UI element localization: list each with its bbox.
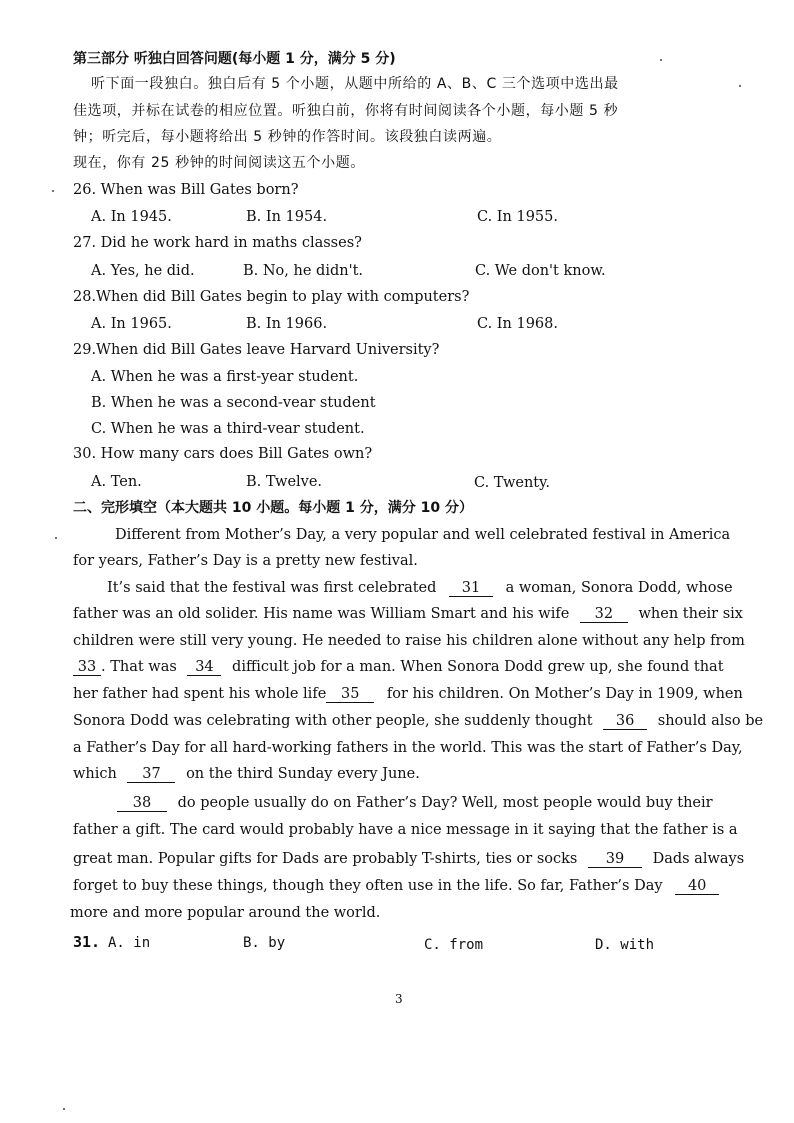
- question-31-option-b: B. by: [243, 935, 286, 951]
- question-26-option-b: B. In 1954.: [246, 209, 328, 225]
- question-26-option-c: C. In 1955.: [477, 209, 558, 225]
- cloze-blank-35: 35: [326, 687, 374, 703]
- question-30-option-b: B. Twelve.: [246, 474, 323, 490]
- question-29: 29.When did Bill Gates leave Harvard University?: [73, 342, 440, 358]
- question-31-option-d: D. with: [595, 937, 655, 953]
- cloze-paragraph-3-line-5: more and more popular around the world.: [70, 905, 381, 921]
- cloze-blank-31: 31: [449, 581, 493, 597]
- cloze-paragraph-2-line-2: [73, 607, 743, 623]
- scan-speck: [55, 537, 57, 539]
- question-26-option-a: A. In 1945.: [91, 209, 172, 225]
- page-number: 3: [395, 992, 403, 1006]
- cloze-text: It’s said that the festival was first celebrated: [107, 580, 437, 596]
- cloze-blank-37: 37: [127, 767, 175, 783]
- cloze-text: on the third Sunday every June.: [186, 766, 420, 782]
- cloze-blank-40: 40: [675, 879, 719, 895]
- question-27: 27. Did he work hard in maths classes?: [73, 235, 362, 251]
- cloze-blank-39: 39: [588, 852, 642, 868]
- cloze-blank-36: 36: [603, 714, 647, 730]
- cloze-text: father was an old solider. His name was William Smart and his wife: [73, 606, 570, 622]
- cloze-paragraph-3-line-4: [73, 879, 719, 895]
- question-29-option-c: C. When he was a third-vear student.: [91, 421, 365, 437]
- cloze-text: . That was: [101, 659, 177, 675]
- scan-speck: [52, 190, 54, 192]
- section3-instruction-line-3: 钟；听完后，每小题将给出 5 秒钟的作答时间。该段独白读两遍。: [73, 129, 502, 145]
- question-30: 30. How many cars does Bill Gates own?: [73, 446, 373, 462]
- cloze-paragraph-2-line-5: [73, 687, 743, 703]
- cloze-paragraph-1-line-2: for years, Father’s Day is a pretty new festival.: [73, 553, 418, 569]
- question-30-option-a: A. Ten.: [91, 474, 142, 490]
- cloze-blank-34: 34: [187, 660, 221, 676]
- question-28-option-b: B. In 1966.: [246, 316, 328, 332]
- cloze-paragraph-3-line-2: father a gift. The card would probably have a nice message in it saying that the father is a: [73, 822, 738, 838]
- cloze-text: when their six: [638, 606, 743, 622]
- cloze-paragraph-2-line-4: [73, 660, 724, 676]
- question-31-option-a: A. in: [108, 935, 151, 951]
- cloze-paragraph-2-line-8: [73, 767, 420, 783]
- question-28-option-a: A. In 1965.: [91, 316, 172, 332]
- question-26: 26. When was Bill Gates born?: [73, 182, 299, 198]
- cloze-paragraph-2-line-1: [107, 581, 733, 597]
- cloze-paragraph-2-line-3: children were still very young. He needed to raise his children alone without any help from: [73, 633, 745, 649]
- cloze-text: Sonora Dodd was celebrating with other people, she suddenly thought: [73, 713, 593, 729]
- cloze-paragraph-3-line-3: [73, 852, 744, 868]
- section3-instruction-line-2: 佳选项，并标在试卷的相应位置。听独白前，你将有时间阅读各个小题，每小题 5 秒: [73, 103, 619, 119]
- scan-speck: [63, 1108, 65, 1110]
- cloze-blank-38: 38: [117, 796, 167, 812]
- cloze-paragraph-2-line-6: [73, 714, 763, 730]
- cloze-paragraph-3-line-1: [117, 796, 713, 812]
- cloze-text: a woman, Sonora Dodd, whose: [505, 580, 733, 596]
- cloze-text: Dads always: [652, 851, 745, 867]
- question-28-option-c: C. In 1968.: [477, 316, 558, 332]
- section3-heading: 第三部分 听独白回答问题(每小题 1 分，满分 5 分): [73, 51, 396, 67]
- scan-speck: [660, 59, 662, 61]
- cloze-text: difficult job for a man. When Sonora Dodd grew up, she found that: [232, 659, 724, 675]
- question-27-option-b: B. No, he didn't.: [243, 263, 364, 279]
- cloze-paragraph-2-line-7: a Father’s Day for all hard-working fathers in the world. This was the start of Father’s Day,: [73, 740, 743, 756]
- cloze-text: should also be: [657, 713, 764, 729]
- scan-speck: [739, 85, 741, 87]
- cloze-heading: 二、完形填空（本大题共 10 小题。每小题 1 分，满分 10 分）: [73, 500, 473, 516]
- cloze-text: forget to buy these things, though they often use in the life. So far, Father’s Day: [73, 878, 663, 894]
- question-31-number: 31.: [73, 933, 101, 951]
- cloze-blank-32: 32: [580, 607, 628, 623]
- question-27-option-a: A. Yes, he did.: [91, 263, 195, 279]
- question-27-option-c: C. We don't know.: [475, 263, 606, 279]
- cloze-text: for his children. On Mother’s Day in 1909, when: [386, 686, 743, 702]
- cloze-text: do people usually do on Father’s Day? Well, most people would buy their: [177, 795, 713, 811]
- cloze-blank-33: 33: [73, 660, 101, 676]
- section3-instruction-line-4: 现在，你有 25 秒钟的时间阅读这五个小题。: [73, 155, 365, 171]
- cloze-text: great man. Popular gifts for Dads are probably T-shirts, ties or socks: [73, 851, 578, 867]
- cloze-text: which: [73, 766, 117, 782]
- question-29-option-b: B. When he was a second-vear student: [91, 395, 376, 411]
- question-31-option-c: C. from: [424, 937, 484, 953]
- question-30-option-c: C. Twenty.: [474, 475, 550, 491]
- section3-instruction-line-1: 听下面一段独白。独白后有 5 个小题，从题中所给的 A、B、C 三个选项中选出最: [91, 76, 619, 92]
- cloze-paragraph-1-line-1: Different from Mother’s Day, a very popular and well celebrated festival in America: [115, 527, 731, 543]
- question-28: 28.When did Bill Gates begin to play with computers?: [73, 289, 470, 305]
- question-29-option-a: A. When he was a first-year student.: [91, 369, 359, 385]
- cloze-text: her father had spent his whole life: [73, 686, 327, 702]
